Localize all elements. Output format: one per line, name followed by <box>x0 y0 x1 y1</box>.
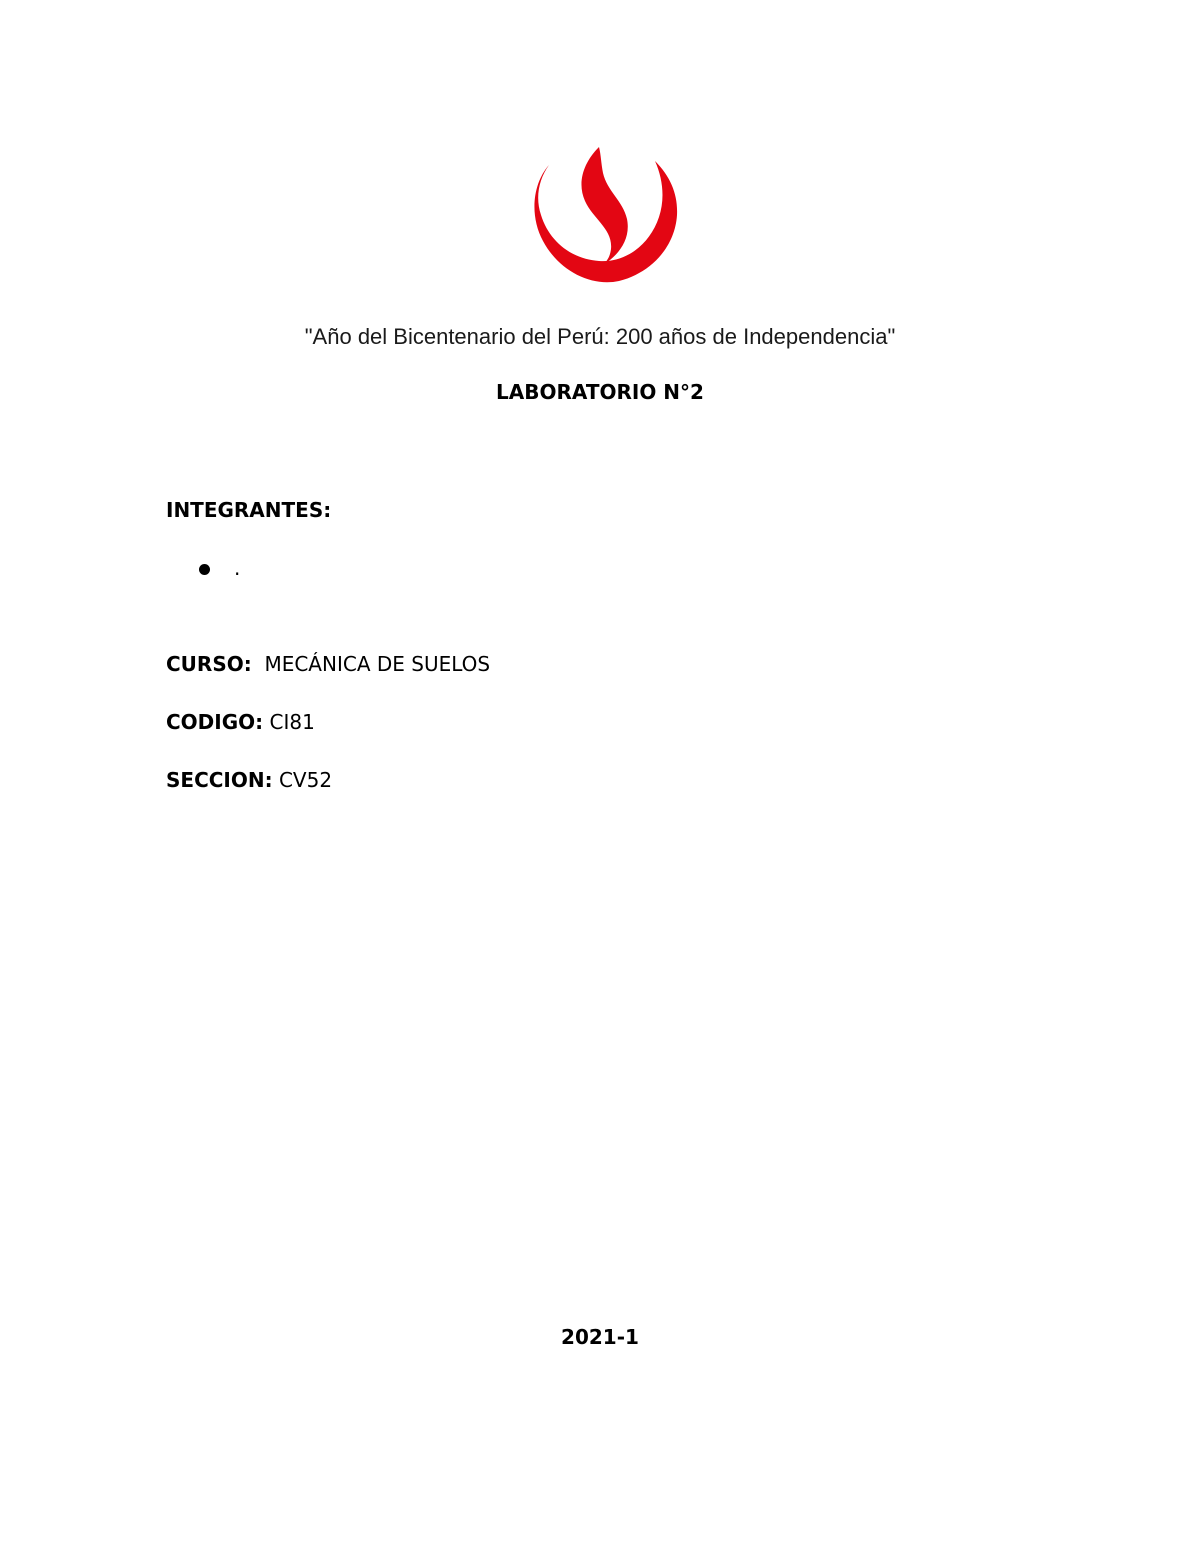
course-label: CURSO: <box>166 652 252 676</box>
flame-logo-icon <box>527 143 679 289</box>
code-label: CODIGO: <box>166 710 264 734</box>
academic-period: 2021-1 <box>561 1325 639 1349</box>
course-row <box>166 652 490 676</box>
document-title: LABORATORIO N°2 <box>496 380 704 404</box>
motto-text: "Año del Bicentenario del Perú: 200 años de Independencia" <box>304 324 896 349</box>
section-value: CV52 <box>278 768 333 792</box>
university-logo <box>527 143 679 289</box>
code-value: CI81 <box>269 710 315 734</box>
member-name: . <box>234 556 241 580</box>
section-row <box>166 768 332 792</box>
course-value: MECÁNICA DE SUELOS <box>264 652 491 676</box>
bullet-icon <box>199 564 210 575</box>
members-heading: INTEGRANTES: <box>166 498 332 522</box>
section-label: SECCION: <box>166 768 273 792</box>
members-list-item <box>199 556 240 580</box>
code-row <box>166 710 315 734</box>
